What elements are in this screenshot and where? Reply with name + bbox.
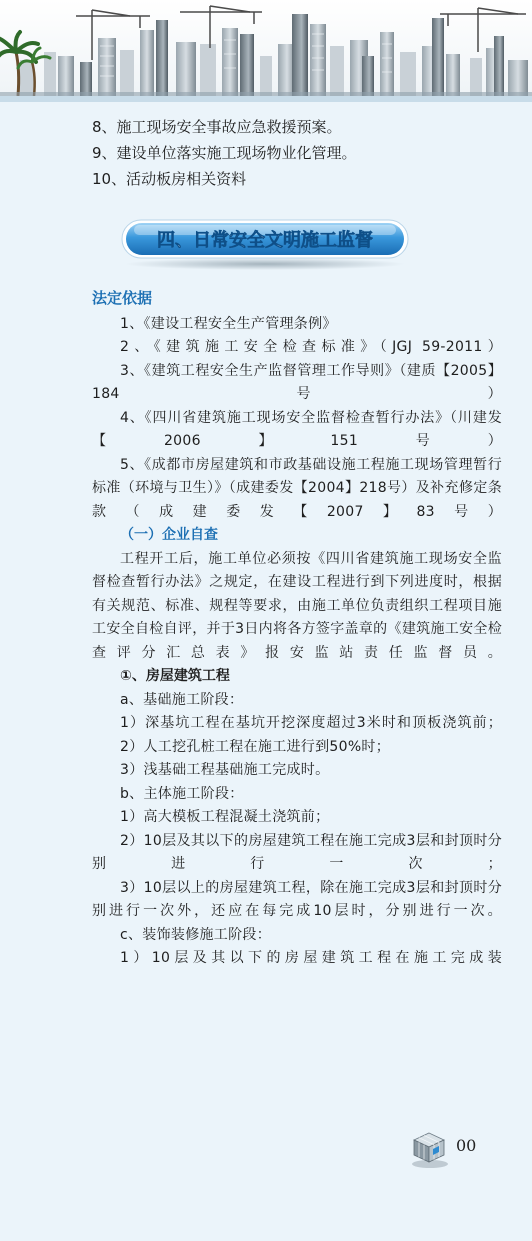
header-divider xyxy=(0,96,532,102)
stage-item: 2）人工挖孔桩工程在施工进行到50%时； xyxy=(120,738,391,755)
stage-item: 1）高大模板工程混凝土浇筑前； xyxy=(120,809,330,825)
legal-item: 5、《成都市房屋建筑和市政基础设施工程施工现场管理暂行标准（环境与卫生）》（成建委发【2004】218号）及补充修定条款（成建委发【2007】83号） xyxy=(92,456,502,520)
stage-heading: c、装饰装修施工阶段： xyxy=(120,926,271,943)
section-banner xyxy=(118,216,412,272)
legal-basis-heading: 法定依据 xyxy=(92,289,153,307)
banner-title: 四、日常安全文明施工监督 xyxy=(157,230,373,251)
list-item: 8、施工现场安全事故应急救援预案。 xyxy=(92,118,342,136)
legal-item: 2、《建筑施工安全检查标准》（JGJ 59-2011） xyxy=(120,339,502,355)
self-check-intro: 工程开工后，施工单位必须按《四川省建筑施工现场安全监督检查暂行办法》之规定，在建设工程进行到下列进度时，根据有关规范、标准、规程等要求，由施工单位负责组织工程项目施工安全自检自评，并于3日内将各方签字盖章的《建筑施工安全检查评分汇总表》报安监站责任监督员。 xyxy=(92,550,502,661)
legal-item: 1、《建设工程安全生产管理条例》 xyxy=(120,315,337,332)
stage-item: 1）深基坑工程在基坑开挖深度超过3米时和顶板浇筑前； xyxy=(120,715,502,731)
building-works-heading: ①、房屋建筑工程 xyxy=(120,668,230,684)
legal-item: 4、《四川省建筑施工现场安全监督检查暂行办法》（川建发【2006】151号） xyxy=(92,409,502,449)
page-number: 00 xyxy=(456,1136,477,1155)
stage-item: 2）10层及其以下的房屋建筑工程在施工完成3层和封顶时分别进行一次； xyxy=(92,832,502,872)
stage-heading: a、基础施工阶段： xyxy=(120,691,244,708)
legal-item: 3、《建筑工程安全生产监督管理工作导则》（建质【2005】184号） xyxy=(92,362,502,402)
stage-item: 3）浅基础工程基础施工完成时。 xyxy=(120,762,330,778)
document-list-continuation xyxy=(92,114,512,192)
list-item: 9、建设单位落实施工现场物业化管理。 xyxy=(92,144,357,162)
stage-item: 3）10层以上的房屋建筑工程，除在施工完成3层和封顶时分别进行一次外，还应在每完成10层时，分别进行一次。 xyxy=(92,879,502,919)
document-body xyxy=(92,287,502,971)
self-check-heading: （一）企业自查 xyxy=(120,527,218,543)
list-item: 10、活动板房相关资料 xyxy=(92,170,247,188)
city-skyline-banner xyxy=(0,0,532,102)
cube-logo-icon xyxy=(408,1129,450,1169)
stage-heading: b、主体施工阶段： xyxy=(120,785,244,802)
stage-item: 1）10层及其以下的房屋建筑工程在施工完成装 xyxy=(120,950,502,966)
